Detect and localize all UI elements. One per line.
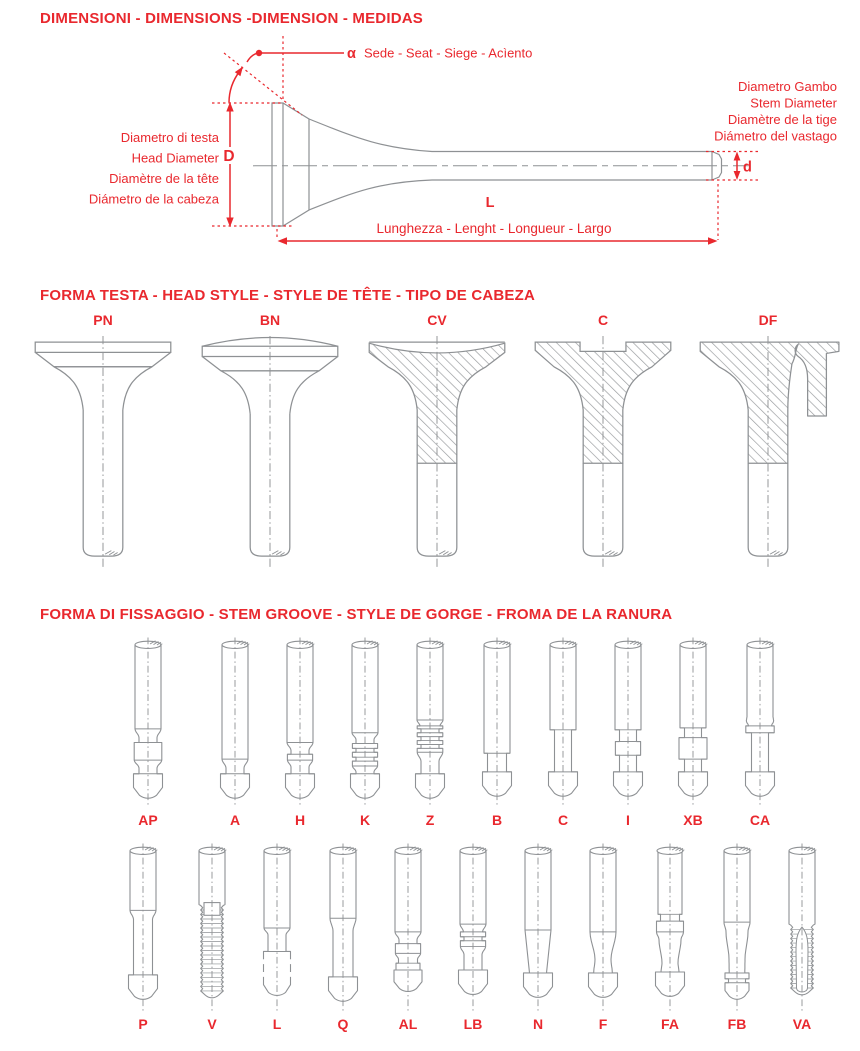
- head-style-label: CV: [427, 312, 447, 328]
- length-label: Lunghezza - Lenght - Longueur - Largo: [376, 221, 612, 236]
- stem-groove-label: CA: [749, 812, 771, 828]
- stem-diameter-line-it: Diametro Gambo: [738, 79, 837, 94]
- stem-groove-item: [509, 842, 567, 1019]
- head-style-item: [695, 336, 841, 577]
- stem-groove-drawing: [114, 842, 172, 1014]
- stem-groove-drawing: [731, 636, 789, 808]
- stem-groove-label: V: [207, 1016, 217, 1032]
- stem-groove-drawing: [574, 842, 632, 1014]
- stem-groove-drawing: [119, 636, 177, 808]
- stem-groove-label: AL: [398, 1016, 418, 1032]
- head-diameter-line-fr: Diamètre de la tête: [109, 171, 219, 186]
- stem-groove-label: VA: [792, 1016, 812, 1032]
- stem-groove-item: [773, 842, 831, 1019]
- head-style-drawing: [30, 336, 176, 572]
- stem-groove-label: FB: [727, 1016, 747, 1032]
- stem-groove-title: FORMA DI FISSAGGIO - STEM GROOVE - STYLE DE GORGE - FROMA DE LA RANURA: [40, 606, 673, 623]
- stem-groove-label: P: [138, 1016, 148, 1032]
- stem-groove-item: [114, 842, 172, 1019]
- head-style-item: [197, 336, 343, 577]
- stem-groove-drawing: [401, 636, 459, 808]
- head-style-label: C: [597, 312, 609, 328]
- head-style-label: BN: [259, 312, 281, 328]
- stem-groove-item: [468, 636, 526, 813]
- stem-groove-drawing: [534, 636, 592, 808]
- head-style-item: [30, 336, 176, 577]
- stem-groove-item: [248, 842, 306, 1019]
- stem-groove-label: Q: [337, 1016, 349, 1032]
- stem-diameter-line-es: Diámetro del vastago: [714, 128, 837, 144]
- stem-groove-item: [379, 842, 437, 1019]
- head-diameter-symbol: D: [223, 148, 235, 165]
- head-style-item: [364, 336, 510, 577]
- head-style-drawing: [695, 336, 841, 572]
- stem-groove-drawing: [664, 636, 722, 808]
- stem-groove-label: LB: [463, 1016, 483, 1032]
- stem-groove-label: H: [294, 812, 306, 828]
- stem-groove-drawing: [468, 636, 526, 808]
- stem-groove-label: C: [557, 812, 569, 828]
- stem-groove-drawing: [271, 636, 329, 808]
- stem-groove-label: XB: [683, 812, 703, 828]
- stem-groove-label: K: [359, 812, 371, 828]
- valve-outline: [272, 103, 722, 226]
- stem-groove-item: [336, 636, 394, 813]
- stem-groove-drawing: [183, 842, 241, 1014]
- head-style-drawing: [364, 336, 510, 572]
- stem-groove-item: [664, 636, 722, 813]
- stem-groove-item: [708, 842, 766, 1019]
- stem-groove-item: [731, 636, 789, 813]
- head-style-drawing: [197, 336, 343, 572]
- stem-groove-label: L: [272, 1016, 282, 1032]
- stem-groove-drawing: [248, 842, 306, 1014]
- valve-dimension-diagram: [0, 28, 860, 266]
- stem-groove-item: [641, 842, 699, 1019]
- stem-groove-drawing: [773, 842, 831, 1014]
- stem-groove-drawing: [379, 842, 437, 1014]
- stem-groove-label: AP: [138, 812, 158, 828]
- head-style-title: FORMA TESTA - HEAD STYLE - STYLE DE TÊTE - TIPO DE CABEZA: [40, 287, 536, 304]
- stem-groove-item: [574, 842, 632, 1019]
- stem-groove-drawing: [314, 842, 372, 1014]
- stem-groove-label: A: [229, 812, 241, 828]
- stem-groove-drawing: [206, 636, 264, 808]
- dimensions-title: DIMENSIONI - DIMENSIONS -DIMENSION - MEDIDAS: [40, 10, 423, 27]
- head-diameter-line-it: Diametro di testa: [120, 130, 219, 145]
- stem-groove-drawing: [641, 842, 699, 1014]
- stem-groove-label: F: [598, 1016, 608, 1032]
- head-style-item: [530, 336, 676, 577]
- head-diameter-line-es: Diámetro de la cabeza: [88, 191, 219, 207]
- stem-diameter-line-fr: Diamètre de la tige: [727, 112, 837, 127]
- stem-diameter-label-block: [714, 79, 838, 144]
- stem-groove-drawing: [599, 636, 657, 808]
- stem-groove-item: [314, 842, 372, 1019]
- stem-groove-item: [271, 636, 329, 813]
- stem-groove-label: N: [532, 1016, 544, 1032]
- stem-groove-label: B: [491, 812, 503, 828]
- stem-groove-drawing: [708, 842, 766, 1014]
- stem-diameter-line-en: Stem Diameter: [750, 95, 837, 111]
- head-diameter-line-en: Head Diameter: [131, 150, 219, 166]
- head-style-label: PN: [93, 312, 113, 328]
- stem-diameter-symbol: d: [743, 159, 752, 176]
- stem-groove-drawing: [509, 842, 567, 1014]
- head-style-drawing: [530, 336, 676, 572]
- stem-groove-label: I: [626, 812, 630, 828]
- alpha-label: α: [347, 46, 356, 62]
- stem-groove-drawing: [444, 842, 502, 1014]
- stem-groove-item: [401, 636, 459, 813]
- stem-groove-item: [444, 842, 502, 1019]
- stem-groove-label: FA: [661, 1016, 679, 1032]
- stem-groove-item: [534, 636, 592, 813]
- stem-groove-item: [206, 636, 264, 813]
- stem-groove-item: [183, 842, 241, 1019]
- length-symbol: L: [485, 195, 495, 211]
- head-style-label: DF: [758, 312, 778, 328]
- head-diameter-label-block: [89, 130, 220, 207]
- stem-groove-item: [599, 636, 657, 813]
- dimension-arrowheads: [226, 50, 740, 245]
- stem-groove-drawing: [336, 636, 394, 808]
- stem-groove-label: Z: [425, 812, 435, 828]
- stem-groove-item: [119, 636, 177, 813]
- seat-label: Sede - Seat - Siege - Acìento: [364, 45, 533, 61]
